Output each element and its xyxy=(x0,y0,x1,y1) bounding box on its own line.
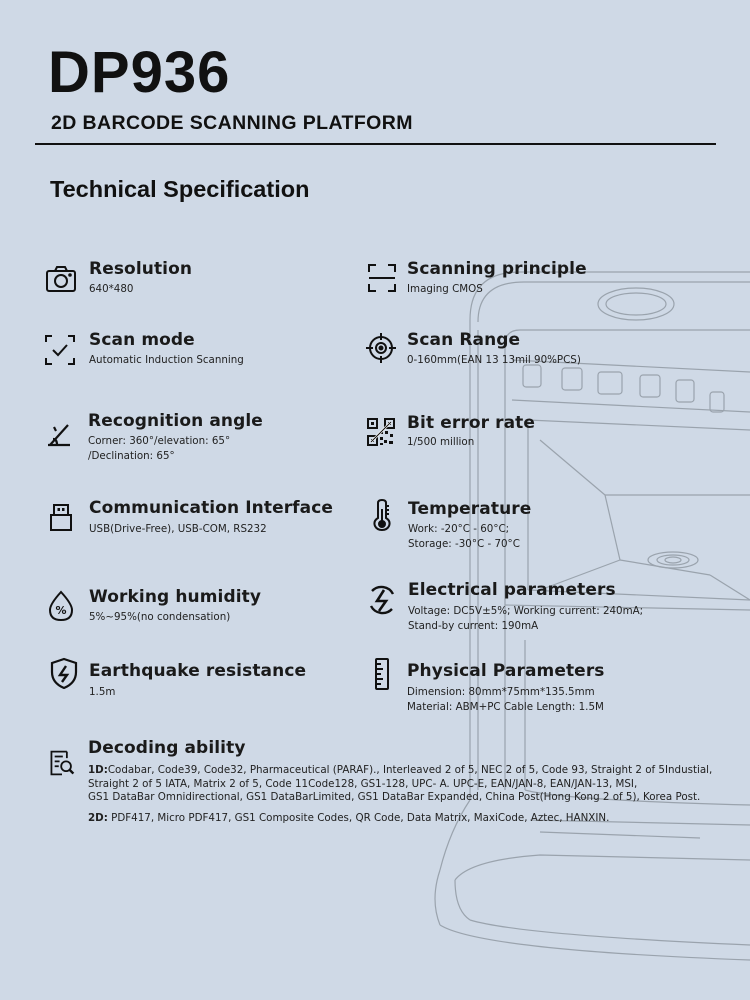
spec-value: 0-160mm(EAN 13 13mil 90%PCS) xyxy=(407,354,581,366)
spec-title: Recognition angle xyxy=(88,411,263,431)
spec-value: Automatic Induction Scanning xyxy=(89,354,244,366)
spec-title: Temperature xyxy=(408,499,532,519)
scan-frame-icon xyxy=(366,262,398,294)
decoding-1d-text: Codabar, Code39, Code32, Pharmaceutical (PARAF)., Interleaved 2 of 5, NEC 2 of 5, Code 93, Straight 2 of 5Industial, xyxy=(107,764,713,776)
spec-value: /Declination: 65° xyxy=(88,450,175,462)
spec-value: USB(Drive-Free), USB-COM, RS232 xyxy=(89,523,267,535)
spec-value: Stand-by current: 190mA xyxy=(408,620,539,632)
camera-icon xyxy=(45,263,77,295)
shield-bolt-icon xyxy=(48,657,80,689)
spec-title: Communication Interface xyxy=(89,498,334,518)
document-search-icon xyxy=(49,750,75,776)
model-name: DP936 xyxy=(48,40,231,105)
spec-value: Corner: 360°/elevation: 65° xyxy=(88,435,231,447)
spec-value: Voltage: DC5V±5%; Working current: 240mA; xyxy=(408,605,644,617)
humidity-drop-icon xyxy=(45,590,77,622)
svg-text:%: % xyxy=(55,604,67,617)
spec-value: Dimension: 80mm*75mm*135.5mm xyxy=(407,686,595,698)
spec-value: 640*480 xyxy=(89,283,134,295)
spec-title: Bit error rate xyxy=(407,413,536,433)
decoding-2d-label: 2D: xyxy=(88,811,108,824)
thermometer-icon xyxy=(366,499,398,531)
decoding-1d-line: GS1 DataBar Omnidirectional, GS1 DataBarLimited, GS1 DataBar Expanded, China Post(Hong Kong 2 of 5), Korea Post. xyxy=(88,791,701,803)
lightning-circle-icon xyxy=(366,584,398,616)
spec-title: Scan Range xyxy=(407,330,521,350)
spec-value: Material: ABM+PC Cable Length: 1.5M xyxy=(407,701,604,713)
spec-title: Resolution xyxy=(89,259,193,279)
spec-title: Earthquake resistance xyxy=(89,661,307,681)
section-title: Technical Specification xyxy=(50,176,310,202)
product-subtitle: 2D BARCODE SCANNING PLATFORM xyxy=(51,112,413,134)
qr-code-icon xyxy=(365,416,397,448)
spec-value: 5%~95%(no condensation) xyxy=(89,611,231,623)
spec-title: Decoding ability xyxy=(88,738,246,758)
spec-title: Scanning principle xyxy=(407,259,587,279)
spec-value: Work: -20°C - 60°C; xyxy=(408,523,510,535)
header-divider xyxy=(35,143,716,145)
spec-title: Electrical parameters xyxy=(408,580,616,600)
usb-icon xyxy=(45,503,77,535)
decoding-1d-line: Straight 2 of 5 IATA, Matrix 2 of 5, Code 11Code128, GS1-128, UPC- A. UPC-E, EAN/JAN-8, EAN/JAN-13, MSI, xyxy=(88,777,638,790)
crosshair-icon xyxy=(365,332,397,364)
spec-value: Imaging CMOS xyxy=(407,283,483,295)
decoding-2d-line xyxy=(88,812,688,826)
spec-title: Physical Parameters xyxy=(407,661,605,681)
spec-value: 1.5m xyxy=(89,686,116,698)
decoding-2d-text: PDF417, Micro PDF417, GS1 Composite Codes, QR Code, Data Matrix, MaxiCode, Aztec, HANXIN. xyxy=(107,811,610,824)
spec-value: Storage: -30°C - 70°C xyxy=(408,538,520,550)
scan-check-icon xyxy=(44,334,76,366)
decoding-list xyxy=(88,764,713,825)
spec-title: Scan mode xyxy=(89,330,195,350)
spec-value: 1/500 million xyxy=(407,436,475,448)
angle-icon xyxy=(44,417,76,449)
decoding-1d-line xyxy=(88,764,713,778)
decoding-1d-label: 1D: xyxy=(88,764,108,776)
ruler-icon xyxy=(366,658,398,690)
spec-title: Working humidity xyxy=(89,587,262,607)
